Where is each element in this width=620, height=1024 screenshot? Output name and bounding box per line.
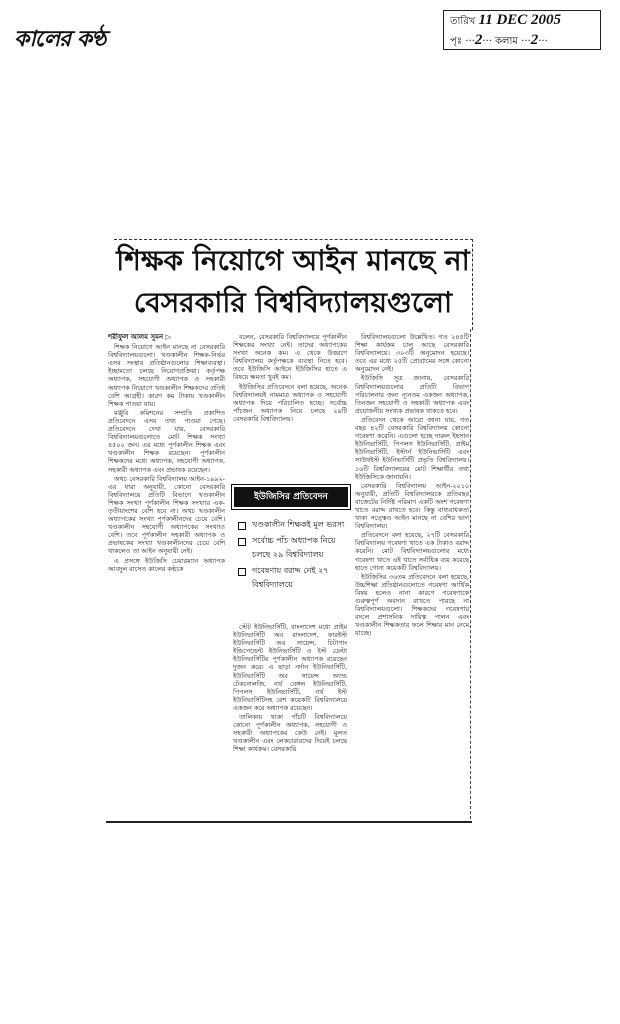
headline-line-2: বেসরকারি বিশ্ববিদ্যালয়গুলো [133, 286, 453, 319]
paragraph: প্রতিবেদন থেকে আরো জানা যায়, গত বছর ৪২টি বেসরকারি বিশ্ববিদ্যালয় কোনো গবেষণা করেনি। এগুলো হচ্ছে দারুল ইহসান ইউনিভার্সিটি, পিপলস ইউনিভার্সিটি, প্রাইম ইউনিভার্সিটি, ইস্টার্ন ইউনিভার্সিটি এবং সাউথইস্ট ইউনিভার্সিটি প্রভৃতি বিশ্ববিদ্যালয়। ১৬টি বিশ্ববিদ্যালয়ের মোট শিক্ষার্থীর তথ্য ইউজিসিকে জানায়নি। [355, 415, 469, 481]
clipping-edge [470, 329, 472, 819]
bullet-text: গবেষণায় বরাদ্দ নেই ২৭ বিশ্ববিদ্যালয়ে [252, 566, 329, 589]
square-bullet-icon [238, 568, 246, 576]
article-clipping [106, 233, 472, 823]
inset-bullets [238, 518, 348, 594]
article-column-3 [355, 333, 469, 818]
byline: শরীফুল আলম সুমন ▷ [108, 333, 171, 341]
bottom-rule [106, 821, 472, 823]
page-value: 2 [474, 32, 483, 48]
inset-bullet [238, 534, 348, 562]
date-label: তারিখ [450, 16, 476, 27]
paragraph: এ প্রসঙ্গে ইউজিসি চেয়ারম্যান অধ্যাপক আবদুল বাসেত কালের কণ্ঠকে [108, 556, 225, 573]
paragraph: ইউজিসির ৩৬তম প্রতিবেদনে বলা হয়েছে, উচ্চশিক্ষা প্রতিষ্ঠানগুলোতে গবেষণা আর্থিক বিষয় হলেও নানা কারণে গবেষণাকে গুরুত্বপূর্ণ অবদান রাখতে পারছে না বিশ্ববিদ্যালয়গুলো। শিক্ষকদের গবেষণার বদলে প্রশাসনিক দায়িত্ব পালন এবং খণ্ডকালীন শিক্ষকতার ফলে শিক্ষার মান নেমে যাচ্ছে। [355, 572, 469, 638]
inset-title: ইউজিসির প্রতিবেদন [234, 487, 348, 507]
inset-bullet [238, 564, 348, 592]
clipping-stamp: তারিখ 11 DEC 2005 পৃঃ ···2··· কলাম ···2··· [443, 10, 601, 50]
bullet-text: খণ্ডকালীন শিক্ষকই মূল ভরসা [252, 520, 345, 529]
paragraph: স্টেট ইউনিভার্সিটি, বাংলাদেশ মধ্যে প্রাইম ইউনিভার্সিটি অব বাংলাদেশ, ফারইস্ট ইউনিভার্সিটি অব সায়েন্স, চিটাগাং ইন্ডিপেন্ডেন্ট ইউনিভার্সিটি ও ইস্ট ডেল্টা ইউনিভার্সিটির পূর্ণকালীন অধ্যাপক রয়েছেন দুজন করে। এ ছাড়া নর্দান ইউনিভার্সিটি, ইউনিভার্সিটি অব সায়েন্স অ্যান্ড টেকনোলজি, নর্থ বেঙ্গল ইউনিভার্সিটি, পিপলস ইউনিভার্সিটি, নর্থ ইস্ট ইউনিভার্সিটিসহ বেশ কয়েকটি বিশ্ববিদ্যালয়ে একজন করে অধ্যাপক রয়েছেন। [233, 623, 347, 712]
headline-line-1: শিক্ষক নিয়োগে আইন মানছে না [116, 244, 470, 277]
paragraph: তালিকায় থাকা পাঁচটি বিশ্ববিদ্যালয়ে কোনো পূর্ণকালীন অধ্যাপক, সহযোগী ও সহকারী অধ্যাপকের কেউ নেই। মূলত খণ্ডকালীন এবং লেকচারারদের দিয়েই চলছে শিক্ষা কার্যক্রম। বেসরকারি [233, 713, 347, 754]
paragraph: মঞ্জুরি কমিশনের সম্প্রতি প্রকাশিত প্রতিবেদনে এসব তথ্য পাওয়া গেছে। প্রতিবেদনে দেখা যায়, বেসরকারি বিশ্ববিদ্যালয়গুলোতে মোট শিক্ষক সংখ্যা ৪৫০০ জন। এর মধ্যে পূর্ণকালীন শিক্ষক এবং খণ্ডকালীন শিক্ষক রয়েছেন। পূর্ণকালীন শিক্ষকদের মধ্যে অধ্যাপক, সহযোগী অধ্যাপক, সহকারী অধ্যাপক এবং প্রভাষক রয়েছেন। [108, 408, 225, 474]
article-column-1 [108, 333, 225, 818]
bullet-text: সর্বোচ্চ পাঁচ অধ্যাপক নিয়ে চলছে ২৯ বিশ্ববিদ্যালয় [252, 536, 336, 559]
paragraph: শিক্ষক নিয়োগে আইন মানছে না বেসরকারি বিশ্ববিদ্যালয়গুলো। খণ্ডকালীন শিক্ষক-নির্ভর এসব সংস্থার প্রতিষ্ঠানগুলোর শিক্ষাব্যবস্থা। ইচ্ছামতো চলছে নিয়োগপ্রক্রিয়া। কর্তৃপক্ষ অধ্যাপক, সহযোগী অধ্যাপক ও সহকারী অধ্যাপক নিয়োগে খণ্ডকালীন শিক্ষকদের প্রতিই বেশি আগ্রহী। কারণ কম টাকায় খণ্ডকালীন শিক্ষক পাওয়া যায়। [108, 343, 225, 408]
paragraph: ইউজিসির প্রতিবেদনে বলা হয়েছে, অনেক বিশ্ববিদ্যালয়ই নামমাত্র অধ্যাপক ও সহযোগী অধ্যাপক দিয়ে পরিচালিত হচ্ছে। সর্বোচ্চ পাঁচজন অধ্যাপক নিয়ে চলছে ২৯টি বেসরকারি বিশ্ববিদ্যালয়। [233, 382, 347, 423]
paragraph: বলেন, বেসরকারি বিশ্ববিদ্যালয়ে পূর্ণকালীন শিক্ষকের সংখ্যা নেই। তাদের অধ্যাপকের সংখ্যা অনেক কম। এ থেকে উত্তরণে বিশ্ববিদ্যালয় কর্তৃপক্ষকে ব্যবস্থা নিতে হবে। তবে ইউজিসি আইনে ইউজিসির হাতে এ বিষয়ে ক্ষমতা খুবই কম। [233, 333, 347, 382]
paragraph: বেসরকারি বিশ্ববিদ্যালয় আইন-২০১০ অনুযায়ী, প্রতিটি বিশ্ববিদ্যালয়কে প্রতিবছর বাজেটের নির্দিষ্ট পরিমাণ একটি অংশ গবেষণা খাতে বরাদ্দ রাখতে হবে। কিন্তু বাধ্যবাধকতা থাকা সত্ত্বেও আইন মানছে না বেশির ভাগ বিশ্ববিদ্যালয়। [355, 481, 469, 531]
inset-bullet [238, 518, 348, 532]
date-value: 11 DEC 2005 [478, 12, 562, 28]
paragraph: অথচ বেসরকারি বিশ্ববিদ্যালয় আইন-১৯৯২-এর ধারা অনুযায়ী, কোনো বেসরকারি বিশ্ববিদ্যালয়ে প্রতিটি বিভাগে খণ্ডকালীন শিক্ষক সংখ্যা পূর্ণকালীন শিক্ষক সংখ্যার এক-তৃতীয়াংশের বেশি হবে না। অথচ খণ্ডকালীন অধ্যাপকের সংখ্যা পূর্ণকালীনদের চেয়ে বেশি। খণ্ডকালীন সহযোগী অধ্যাপকের সংখ্যাও বেশি। তবে পূর্ণকালীন সহকারী অধ্যাপক ও প্রভাষকের সংখ্যা খণ্ডকালীনদের চেয়ে বেশি থাকলেও তা আইন অনুযায়ী নেই। [108, 474, 225, 556]
paragraph: প্রতিবেদনে বলা হয়েছে, ২৭টি বেসরকারি বিশ্ববিদ্যালয় গবেষণা খাতে এক টাকাও বরাদ্দ করেনি। মোট বিশ্ববিদ্যালয়গুলোর মধ্যে গবেষণা খাতে এই খাতে সর্বাধিক ব্যয় করেছে হাতে গোনা কয়েকটি বিশ্ববিদ্যালয়। [355, 531, 469, 572]
paragraph: ইউজিসি সূত্র জানায়, বেসরকারি বিশ্ববিদ্যালয়গুলোর প্রতিটি বিভাগ পরিচালনার জন্য ন্যূনতম একজন অধ্যাপক, তিনজন সহযোগী ও সহকারী অধ্যাপক এবং প্রয়োজনীয় সংখ্যক প্রভাষক থাকতে হবে। [355, 374, 469, 415]
paragraph: বিশ্ববিদ্যালয়গুলো উল্লেখিত। গত ২৪৫টি শিক্ষা কার্যক্রম চালু আছে বেসরকারি বিশ্ববিদ্যালয়ে। ৩০৩টি অনুমোদন হয়েছে। তবে এর মধ্যে ২৫টি প্রোগ্রামের সঙ্গে কোনো অনুমোদন নেই। [355, 333, 469, 374]
column-label: কলাম [495, 36, 518, 47]
headline [114, 239, 473, 330]
article-column-2-bottom [233, 623, 347, 818]
square-bullet-icon [238, 538, 246, 546]
column-value: 2 [530, 32, 539, 48]
square-bullet-icon [238, 522, 246, 530]
article-column-2-top [233, 333, 347, 481]
page-label: পৃঃ [450, 36, 463, 47]
newspaper-logo: কালের কণ্ঠ [14, 27, 106, 52]
